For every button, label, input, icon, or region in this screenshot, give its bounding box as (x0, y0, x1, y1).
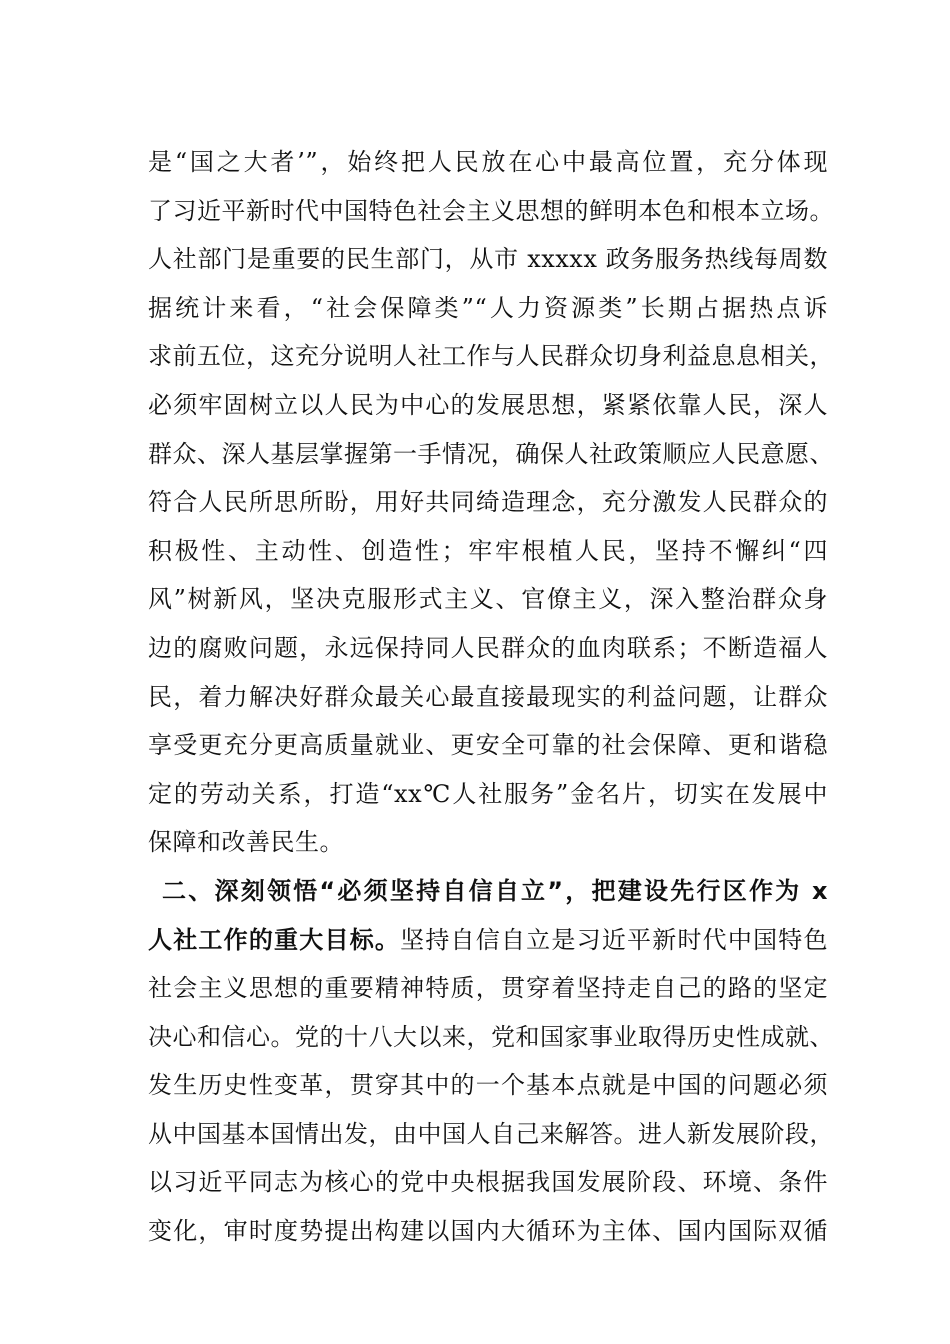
paragraph1-line-14: 定的劳动关系，打造“xx℃人社服务”金名片，切实在发展中 (148, 779, 828, 808)
paragraph2-line-6: 从中国基本国情出发，由中国人自己来解答。进人新发展阶段， (148, 1119, 834, 1148)
paragraph1-line-5: 求前五位，这充分说明人社工作与人民群众切身利益息息相关， (148, 342, 834, 371)
section-heading: 二、深刻领悟“必须坚持自信自立”，把建设先行区作为 x (162, 876, 828, 905)
section-heading-end: 人社工作的重大目标。 (148, 925, 401, 954)
paragraph2-line-2 (148, 916, 828, 965)
paragraph1-line-2: 了习近平新时代中国特色社会主义思想的鲜明本色和根本立场。 (148, 196, 834, 225)
paragraph2-line-8: 变化，审时度势提出构建以国内大循环为主体、国内国际双循 (148, 1217, 828, 1246)
paragraph1-line-12: 民，着力解决好群众最关心最直接最现实的利益问题，让群众 (148, 682, 828, 711)
paragraph2-line-3: 社会主义思想的重要精神特质，贯穿着坚持走自己的路的坚定 (148, 974, 828, 1003)
paragraph1-line-13: 享受更充分更高质量就业、更安全可靠的社会保障、更和谐稳 (148, 731, 828, 760)
paragraph2-line-2-text: 坚持自信自立是习近平新时代中国特色 (400, 925, 829, 954)
paragraph1-line-8: 符合人民所思所盼，用好共同绮造理念，充分激发人民群众的 (148, 488, 828, 517)
paragraph2-line-5: 发生历史性变革，贯穿其中的一个基本点就是中国的问题必须 (148, 1071, 828, 1100)
paragraph1-line-1: 是“国之大者’”，始终把人民放在心中最高位置，充分体现 (148, 148, 828, 176)
paragraph1-line-7: 群众、深人基层掌握第一手情况，确保人社政策顺应人民意愿、 (148, 439, 834, 468)
paragraph1-line-15: 保障和改善民生。 (148, 828, 344, 857)
paragraph1-line-6: 必须牢固树立以人民为中心的发展思想，紧紧依靠人民，深人 (148, 390, 828, 419)
paragraph2-heading-line-1 (148, 867, 828, 916)
paragraph1-line-10: 风”树新风，坚决克服形式主义、官僚主义，深入整治群众身 (148, 585, 828, 614)
document-body (148, 138, 834, 1256)
paragraph2-line-7: 以习近平同志为核心的党中央根据我国发展阶段、环境、条件 (148, 1168, 828, 1197)
paragraph1-line-9: 积极性、主动性、创造性；牢牢根植人民，坚持不懈纠“四 (148, 536, 828, 565)
paragraph1-line-11: 边的腐败问题，永远保持同人民群众的血肉联系；不断造福人 (148, 633, 828, 662)
paragraph1-line-3: 人社部门是重要的民生部门，从市 xxxxx 政务服务热线每周数 (148, 245, 828, 274)
paragraph1-line-4: 据统计来看，“社会保障类”“人力资源类”长期占据热点诉 (148, 293, 828, 322)
paragraph2-line-4: 决心和信心。党的十八大以来，党和国家事业取得历史性成就、 (148, 1022, 834, 1051)
